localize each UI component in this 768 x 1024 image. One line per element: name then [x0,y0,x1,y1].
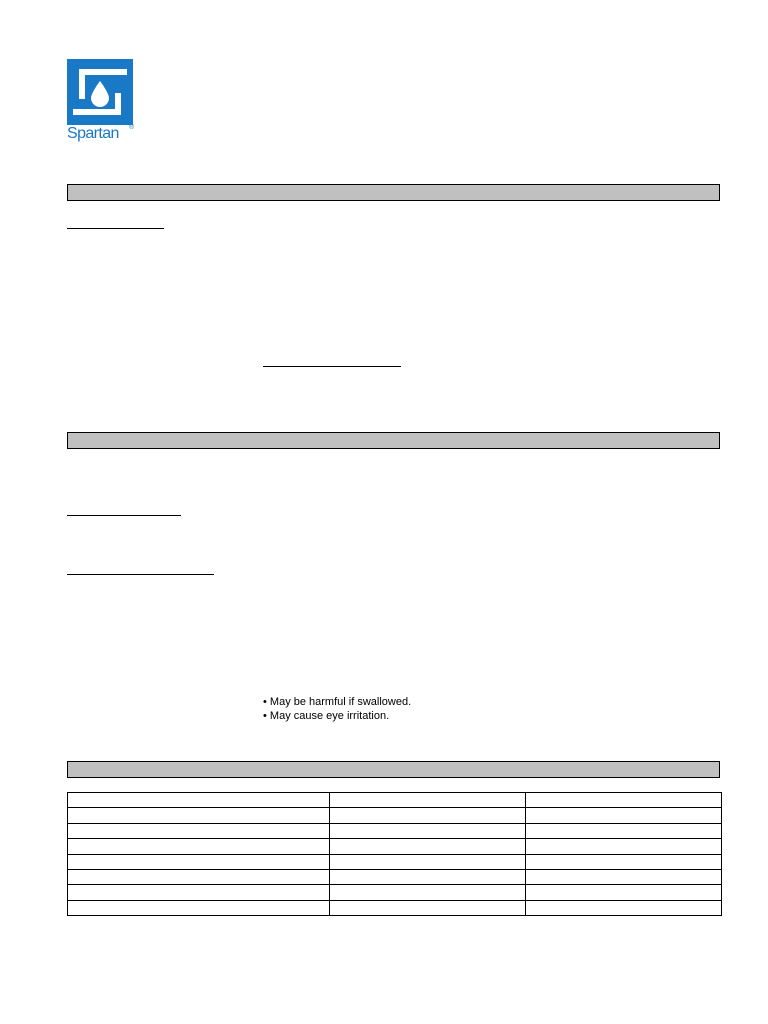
table-cell [330,823,526,838]
table-cell [526,793,722,808]
spartan-s-droplet-icon [67,59,133,125]
table-row [68,823,722,838]
field-label-underline [67,574,214,575]
table-cell [330,808,526,823]
table-row [68,854,722,869]
table-row [68,869,722,884]
table-row [68,808,722,823]
table-cell [526,900,722,915]
table-row [68,885,722,900]
table-cell [330,885,526,900]
field-value-underline [263,366,401,367]
table-cell [526,854,722,869]
table-cell [330,869,526,884]
table-cell [526,808,722,823]
table-cell [68,854,330,869]
field-label-underline [67,515,181,516]
table-cell [68,869,330,884]
table-cell [526,823,722,838]
section-header-1 [67,184,720,201]
table-cell [330,854,526,869]
registered-mark: ® [129,124,135,131]
field-label-underline [67,228,164,229]
table-row [68,900,722,915]
table-cell [68,823,330,838]
hazard-item-eye-irritation: • May cause eye irritation. [263,710,390,722]
table-cell [68,793,330,808]
table-cell [68,808,330,823]
table-cell [330,793,526,808]
table-cell [526,869,722,884]
hazard-item-swallowed: • May be harmful if swallowed. [263,696,412,708]
section-header-3 [67,761,720,778]
table-cell [68,839,330,854]
table-row [68,839,722,854]
table-cell [330,900,526,915]
hazard-statements [263,695,411,723]
section-header-2 [67,432,720,449]
table-row [68,793,722,808]
table-cell [526,885,722,900]
composition-table [67,792,722,916]
spartan-logo [67,59,137,147]
table-cell [330,839,526,854]
table-cell [68,885,330,900]
logo-wordmark: Spartan [67,125,119,142]
table-cell [526,839,722,854]
table-cell [68,900,330,915]
